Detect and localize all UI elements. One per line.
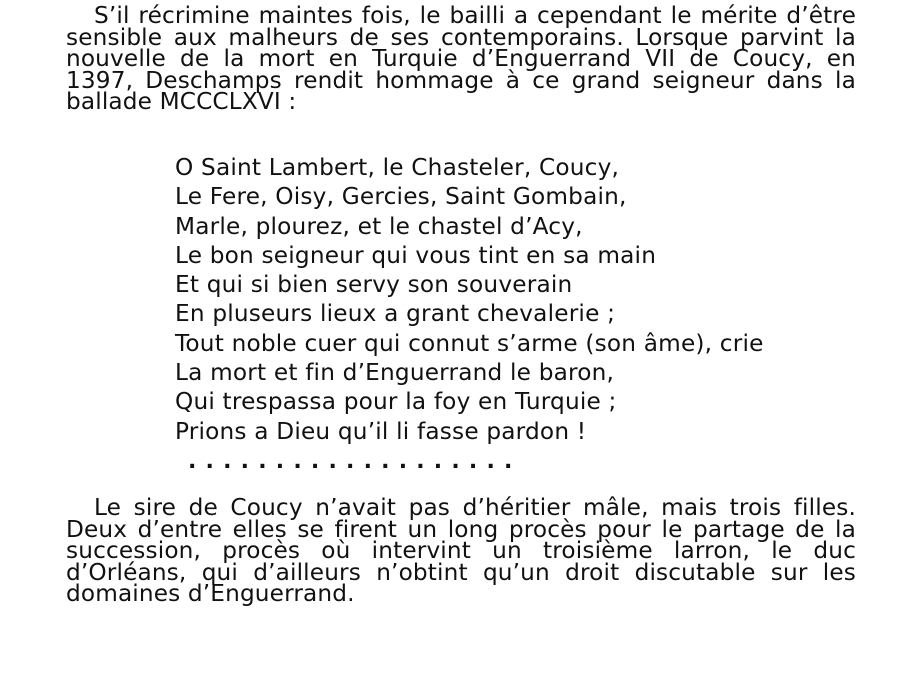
paragraph-succession-text: Le sire de Coucy n’avait pas d’héritier mâle, mais trois filles. Deux d’entre elles se firent un long procès pour le partage de la succession, procès où intervint un troisième larron, le duc d’Orléans, qui d’ailleurs n’obtint qu’un droit discutable sur les domaines d’Enguerrand. (66, 494, 856, 608)
verse-line: Marle, plourez, et le chastel d’Acy, (175, 212, 583, 240)
verse-line: Tout noble cuer qui connut s’arme (son âme), crie (175, 329, 764, 357)
verse-line: Le bon seigneur qui vous tint en sa main (175, 241, 657, 269)
ballade-verse (175, 153, 855, 446)
verse-line: Le Fere, Oisy, Gercies, Saint Gombain, (175, 183, 627, 211)
paragraph-succession (66, 494, 856, 608)
verse-line: Qui trespassa pour la foy en Turquie ; (175, 388, 617, 416)
paragraph-intro-text: S’il récrimine maintes fois, le bailli a cependant le mérite d’être sensible aux malheurs de ses contemporains. Lorsque parvint la nouvelle de la mort en Turquie d’Enguerrand VII de Coucy, en 1397, Deschamps rendit hommage à ce grand seigneur dans la ballade MCCCLXVI : (66, 2, 856, 116)
verse-line: En pluseurs lieux a grant chevalerie ; (175, 300, 616, 328)
paragraph-intro (66, 2, 856, 116)
verse-line: Prions a Dieu qu’il li fasse pardon ! (175, 417, 587, 445)
verse-ellipsis: ................... (188, 449, 522, 474)
verse-line: O Saint Lambert, le Chasteler, Coucy, (175, 154, 620, 181)
verse-line: Et qui si bien servy son souverain (175, 271, 573, 299)
verse-line: La mort et fin d’Enguerrand le baron, (175, 359, 615, 387)
